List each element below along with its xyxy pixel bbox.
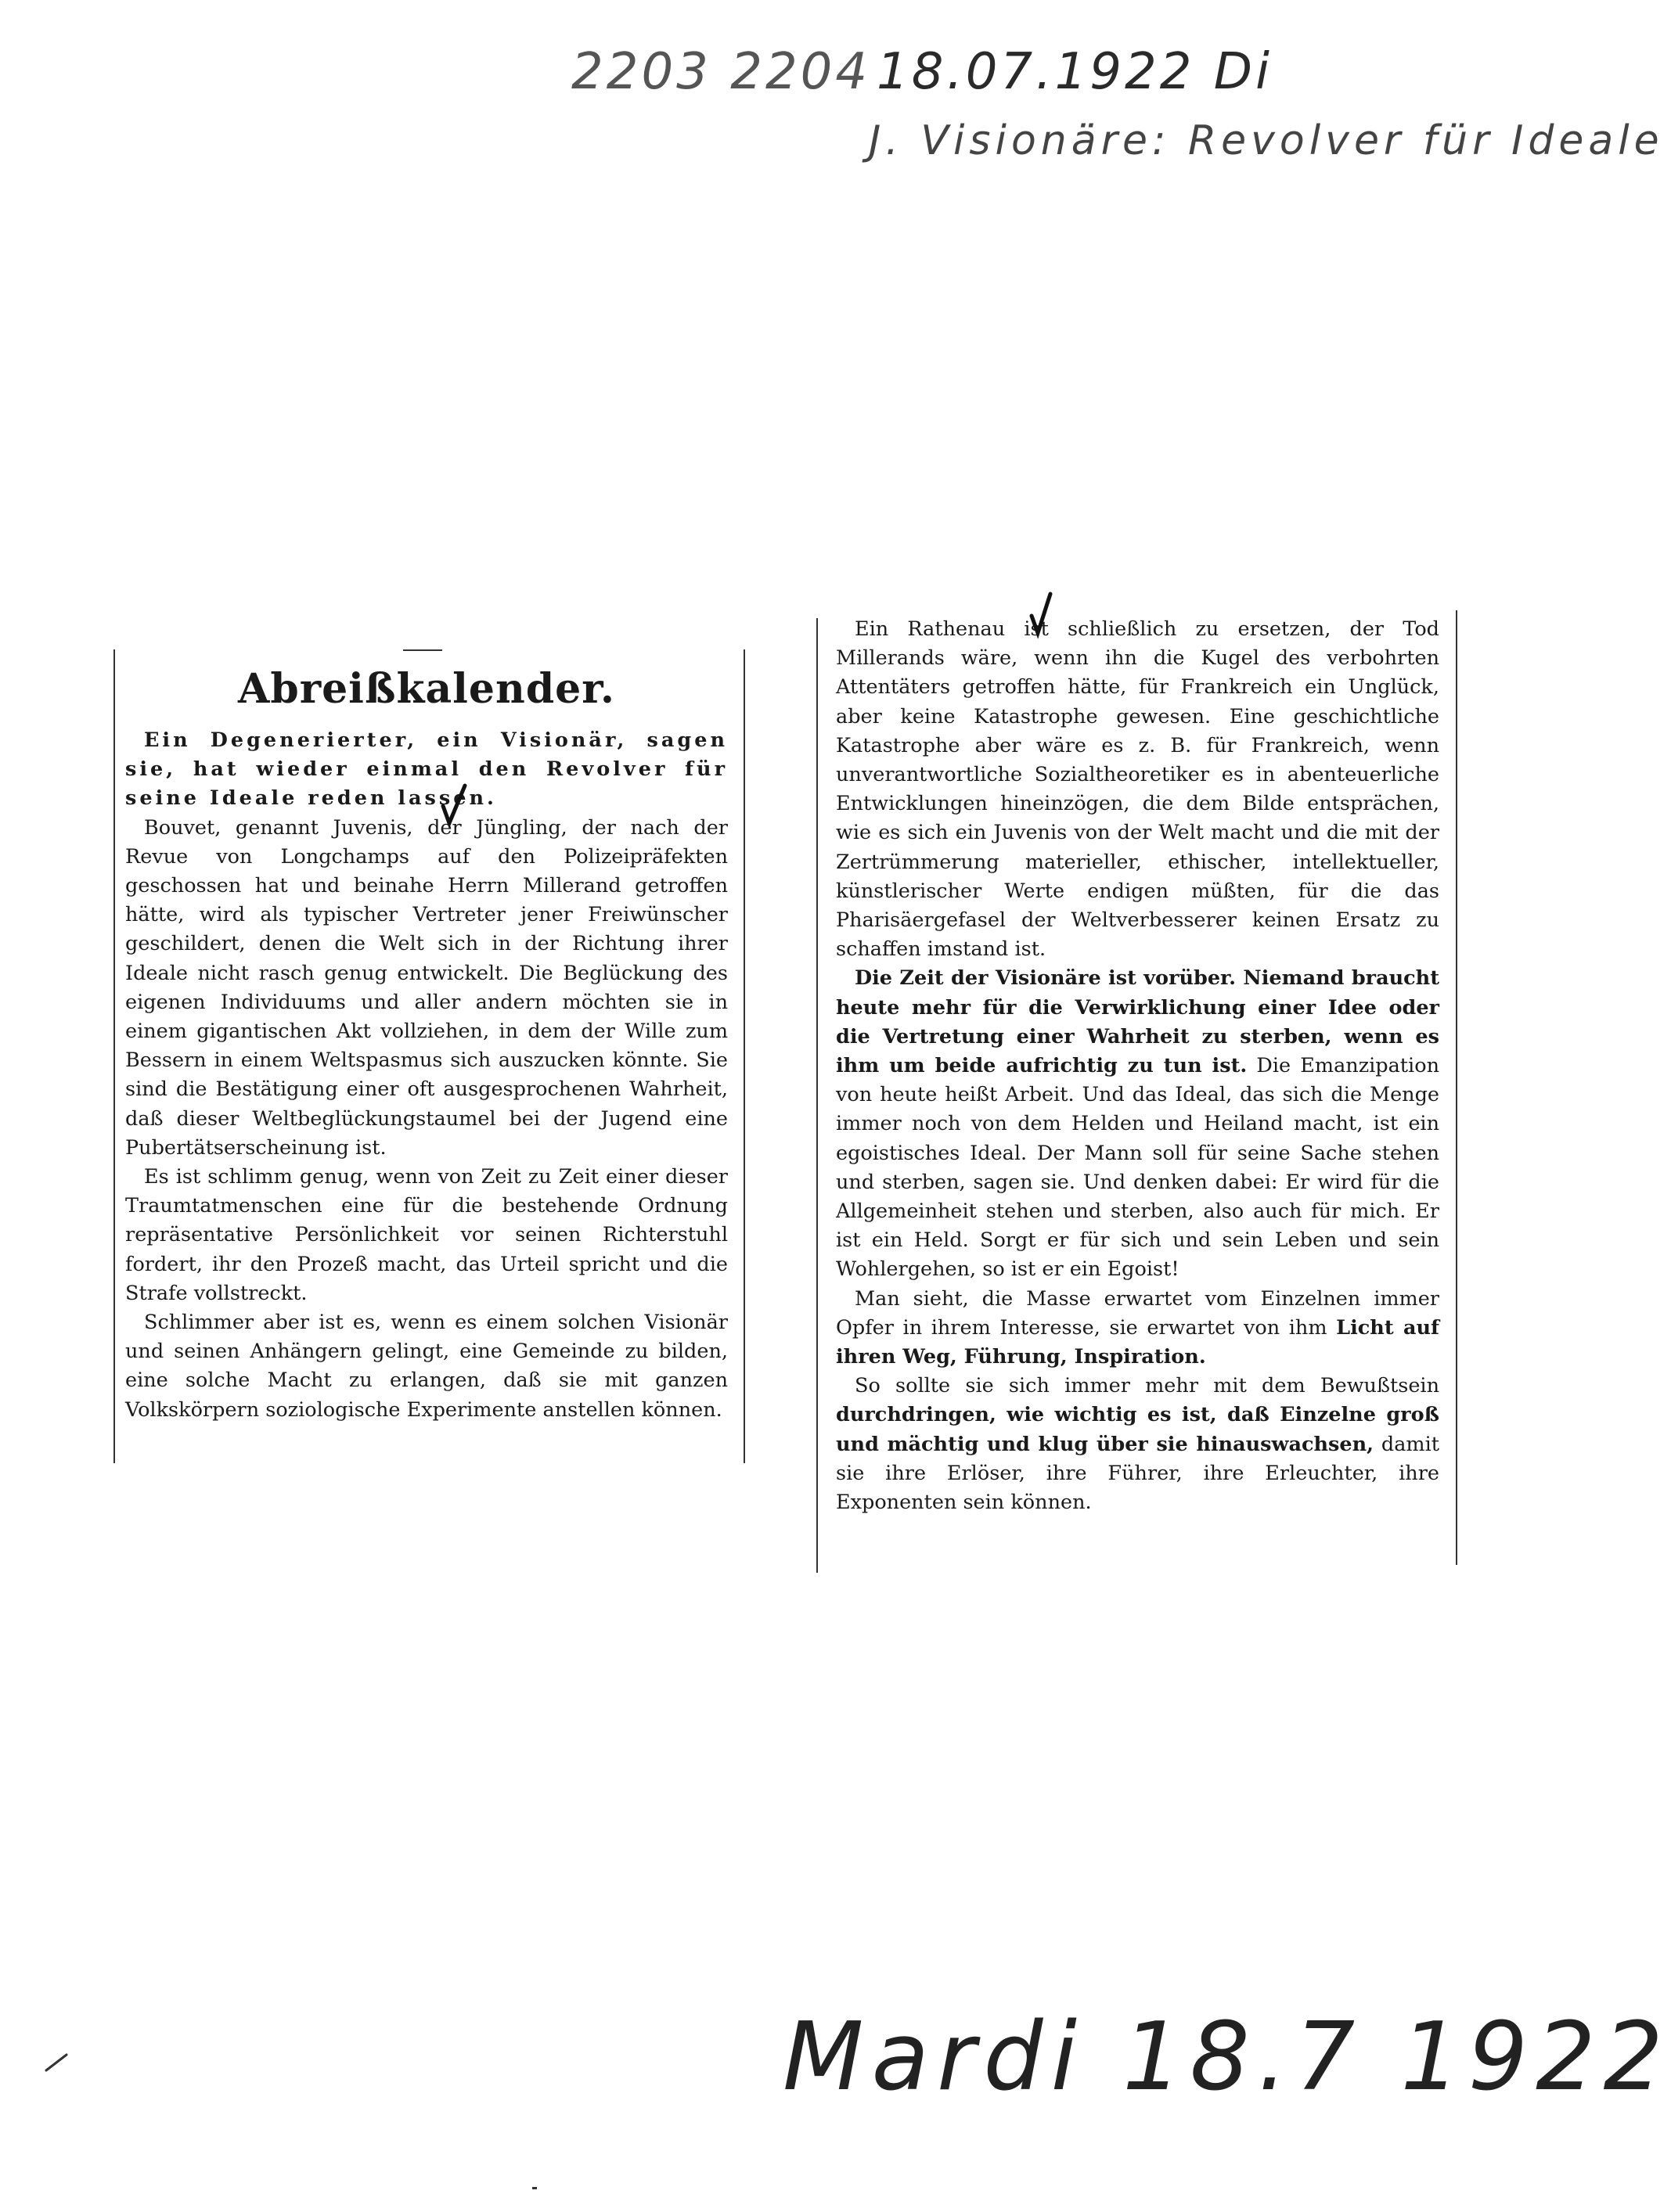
- article-column-right: [836, 615, 1439, 1517]
- handwritten-date-top: 18.07.1922 Di: [877, 43, 1273, 101]
- paragraph-text: damit sie ihre Erlöser, ihre Führer, ihre Erleuchter, ihre Exponenten sein können.: [836, 1432, 1440, 1515]
- article-column-left: [125, 726, 728, 1425]
- emphasis-text: Licht auf ihren Weg, Führung, Inspiration.: [836, 1315, 1439, 1369]
- pen-checkmark-icon: [438, 782, 470, 829]
- paragraph-text: Man sieht, die Masse erwartet vom Einzelnen immer Opfer in ihrem Interesse, sie erwartet von ihm: [836, 1286, 1439, 1340]
- article-paragraph: Ein Rathenau ist schließlich zu ersetzen, der Tod Millerands wäre, wenn ihn die Kugel des verbohrten Attentäters getroffen hätte, für Frankreich ein Unglück, aber keine Katastrophe gewesen. Eine geschichtliche Katastrophe aber wäre es z. B. für Frankreich, wenn unverantwortliche Sozialtheoretiker es in abenteuerliche Entwicklungen hineinzögen, die dem Bilde entsprächen, wie es sich ein Juvenis von der Welt macht und die mit der Zertrümmerung materieller, ethischer, intellektueller, künstlerischer Werte endigen müßten, für die das Pharisäergefasel der Weltverbesserer keinen Ersatz zu schaffen imstand ist.: [836, 617, 1439, 962]
- handwritten-date-bottom: Mardi 18.7 1922: [783, 2003, 1671, 2112]
- handwritten-archive-ids: 2203 2204: [571, 43, 871, 101]
- emphasis-text: Die Zeit der Visionäre ist vorüber. Niemand braucht heute mehr für die Verwirklichung einer Idee oder die Vertretung einer Wahrheit zu sterben, wenn es ihm um beide aufrichtig zu tun ist.: [836, 966, 1439, 1078]
- paragraph-text: Die Emanzipation von heute heißt Arbeit. Und das Ideal, das sich die Menge immer noch von dem Helden und Heiland macht, ist ein egoistisches Ideal. Der Mann soll für seine Sache stehen und sterben, sagen sie. Und denken dabei: Er wird für die Allgemeinheit stehen und sterben, also auch für mich. Er ist ein Held. Sorgt er für sich und sein Leben und sein Wohlergehen, so ist er ein Egoist!: [836, 1054, 1439, 1282]
- column-divider-right: [816, 618, 818, 1573]
- clipping-border-left: [113, 649, 115, 1463]
- emphasis-text: durchdringen, wie wichtig es ist, daß Einzelne groß und mächtig und klug über sie hinauswachsen,: [836, 1403, 1439, 1456]
- article-paragraph: Schlimmer aber ist es, wenn es einem solchen Visionär und seinen Anhängern gelingt, eine Gemeinde zu bilden, eine solche Macht zu erlangen, daß sie mit ganzen Volkskörpern soziologische Experimente anstellen können.: [125, 1311, 728, 1422]
- clipping-border-right: [1456, 610, 1457, 1565]
- article-paragraph: Bouvet, genannt Juvenis, der Jüngling, der nach der Revue von Longchamps auf den Polizeipräfekten geschossen hat und beinahe Herrn Millerand getroffen hätte, wird als typischer Vertreter jener Freiwünscher geschildert, denen die Welt sich in der Richtung ihrer Ideale nicht rasch genug entwickelt. Die Beglückung des eigenen Individuums und aller andern möchten sie in einem gigantischen Akt vollziehen, in dem der Wille zum Bessern in einem Weltspasmus sich auszucken könnte. Sie sind die Bestätigung einer oft ausgesprochenen Wahrheit, daß dieser Weltbeglückungstaumel bei der Jugend eine Pubertätserscheinung ist.: [125, 815, 728, 1160]
- article-paragraph: Es ist schlimm genug, wenn von Zeit zu Zeit einer dieser Traumtatmenschen eine für die bestehende Ordnung repräsentative Persönlichkeit vor seinen Richterstuhl fordert, ihr den Prozeß macht, das Urteil spricht und die Strafe vollstreckt.: [125, 1165, 728, 1305]
- column-divider-left: [744, 649, 745, 1463]
- article-lead: Ein Degenerierter, ein Visionär, sagen sie, hat wieder einmal den Revolver für seine Ideale reden lassen.: [125, 728, 728, 811]
- pen-checkmark-icon: [1025, 591, 1057, 638]
- title-dash: [403, 649, 442, 651]
- article-title: Abreißkalender.: [238, 665, 615, 713]
- pen-stroke-icon: [43, 2050, 74, 2074]
- handwritten-subject: J. Visionäre: Revolver für Ideale: [869, 117, 1664, 164]
- page-speck: [532, 2187, 537, 2189]
- paragraph-text: So sollte sie sich immer mehr mit dem Bewußtsein: [855, 1374, 1439, 1398]
- article-paragraph: [836, 1285, 1439, 1372]
- article-paragraph: [836, 964, 1439, 1284]
- article-paragraph: [836, 1372, 1439, 1517]
